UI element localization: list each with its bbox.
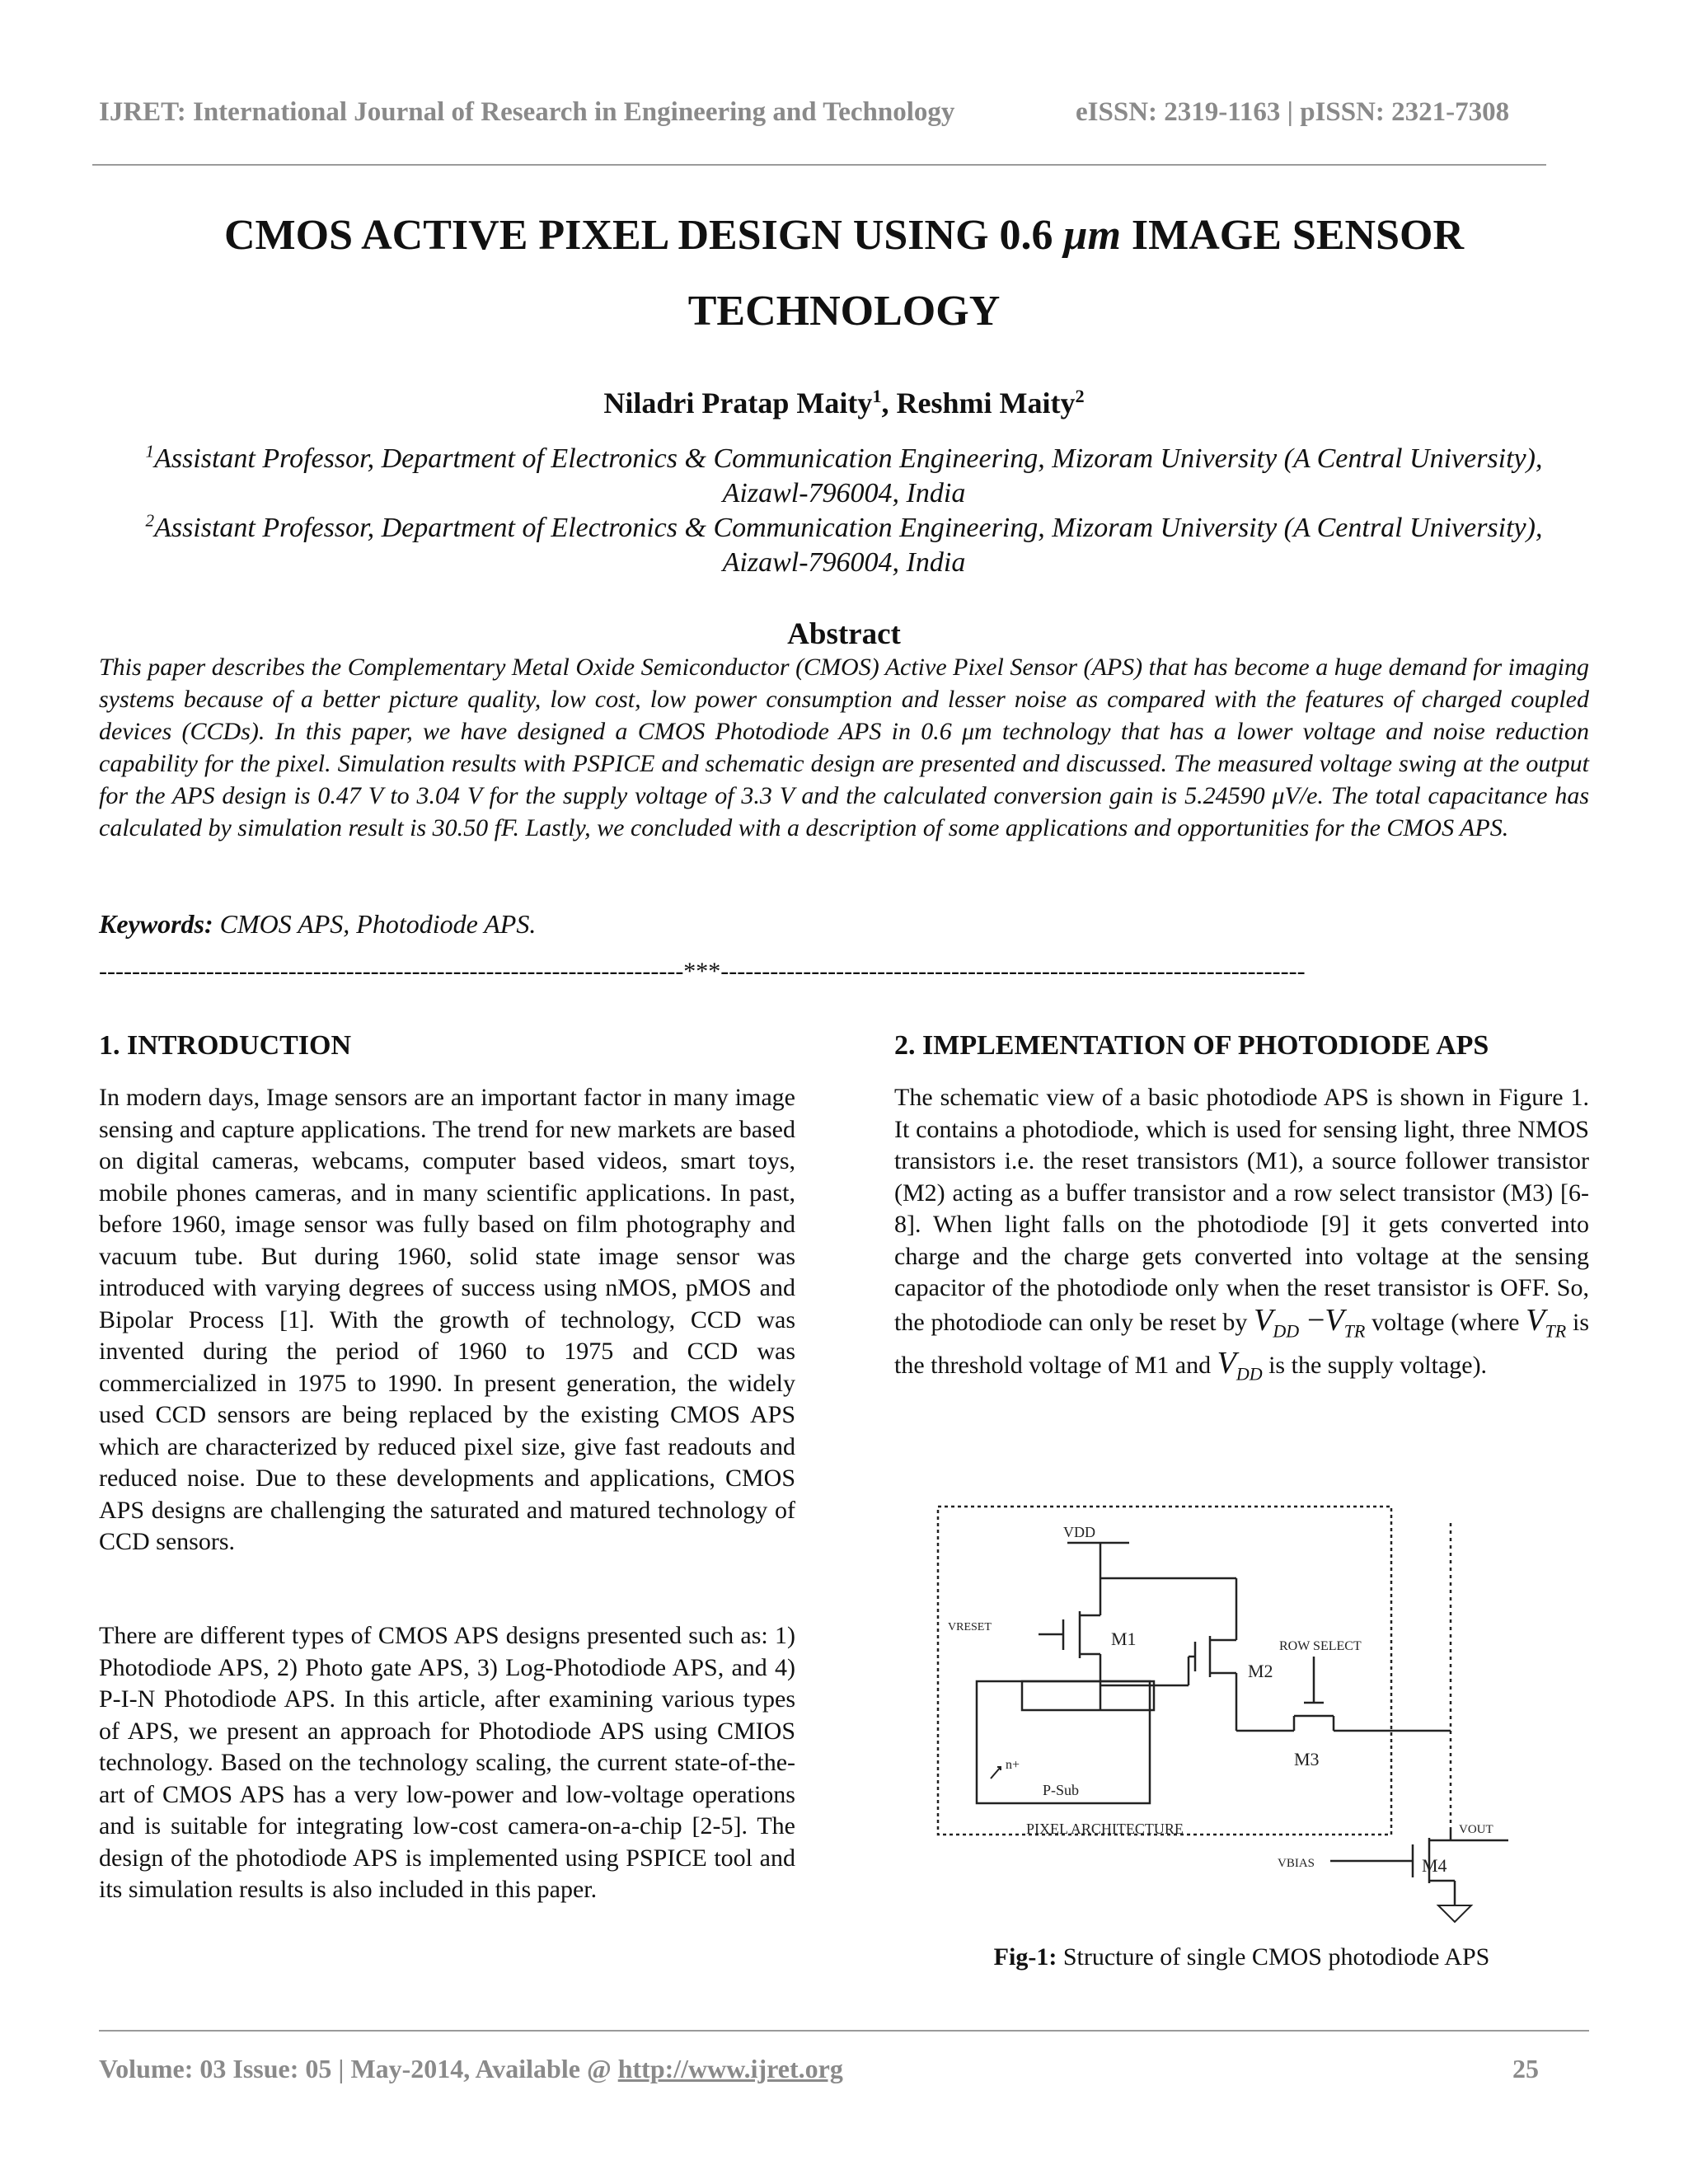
affiliation-1-mark: 1 bbox=[145, 441, 155, 462]
label-m2: M2 bbox=[1248, 1661, 1273, 1681]
caption-text: Structure of single CMOS photodiode APS bbox=[1057, 1943, 1490, 1971]
formula-vdd-minus-vtr: $V_{DD} -V_{TR}$ bbox=[1254, 1302, 1366, 1342]
symbol-vdd: $V_{DD}$ bbox=[1217, 1345, 1263, 1385]
footer bbox=[99, 2054, 843, 2084]
journal-header: IJRET: International Journal of Research in Engineering and Technology bbox=[99, 97, 955, 127]
symbol-vtr: $V_{TR}$ bbox=[1526, 1302, 1567, 1342]
label-p-sub: P-Sub bbox=[1043, 1782, 1080, 1798]
label-m3: M3 bbox=[1294, 1749, 1320, 1769]
affiliation-1-text: Assistant Professor, Department of Electronics & Communication Engineering, Mizoram University (A Central University), Aizawl-796004, India bbox=[154, 443, 1543, 509]
label-m4: M4 bbox=[1422, 1855, 1447, 1876]
author-2-mark: 2 bbox=[1075, 386, 1085, 406]
affiliation-1 bbox=[124, 442, 1564, 511]
implementation-paragraph bbox=[894, 1082, 1589, 1390]
paper-title bbox=[124, 198, 1564, 349]
impl-text-a: The schematic view of a basic photodiode APS is shown in Figure 1. It contains a photodiode, which is used for sensing light, three NMOS transistors i.e. the reset transistors (M1), a source follower transistor (M2) acting as a buffer transistor and a row select transistor (M3) [6-8]. When light falls on the photodiode [9] it gets converted into charge and the charge gets converted into voltage at the sensing capacitor of the photodiode only when the reset transistor is OFF. So, the photodiode can only be reset by bbox=[894, 1084, 1589, 1336]
header-divider bbox=[92, 164, 1546, 166]
implementation-heading: 2. IMPLEMENTATION OF PHOTODIODE APS bbox=[894, 1030, 1489, 1061]
introduction-heading: 1. INTRODUCTION bbox=[99, 1030, 352, 1061]
introduction-paragraph-1: In modern days, Image sensors are an important factor in many image sensing and capture applications. The trend for new markets are based on digital cameras, webcams, computer based videos, smart toys, mobile phones cameras, and in many scientific applications. In past, before 1960, image sensor was fully based on film photography and vacuum tube. But during 1960, solid state image sensor was introduced with varying degrees of success using nMOS, pMOS and Bipolar Process [1]. With the growth of technology, CCD was invented during the period of 1960 to 1975 and CCD was commercialized in 1975 to 1990. In present generation, the widely used CCD sensors are being replaced by the existing CMOS APS which are characterized by reduced pixel size, give fast readouts and reduced noise. Due to these developments and applications, CMOS APS designs are challenging the saturated and matured technology of CCD sensors. bbox=[99, 1084, 795, 1555]
affiliation-2-mark: 2 bbox=[145, 510, 155, 531]
page-number: 25 bbox=[1512, 2054, 1539, 2083]
journal-link[interactable]: http://www.ijret.org bbox=[617, 2054, 843, 2083]
keywords-label: Keywords: bbox=[99, 909, 213, 939]
author-2: Reshmi Maity bbox=[896, 387, 1076, 419]
affiliations bbox=[124, 442, 1564, 580]
title-line2: TECHNOLOGY bbox=[687, 288, 1001, 335]
abstract-body: This paper describes the Complementary Metal Oxide Semiconductor (CMOS) Active Pixel Sensor (APS) that has become a huge demand for imaging systems because of a better picture quality, low cost, low power consumption and lesser noise as compared with the features of charged coupled devices (CCDs). In this paper, we have designed a CMOS Photodiode APS in 0.6 μm technology that has a lower voltage and noise reduction capability for the pixel. Simulation results with PSPICE and schematic design are presented and discussed. The measured voltage swing at the output for the APS design is 0.47 V to 3.04 V for the supply voltage of 3.3 V and the calculated conversion gain is 5.24590 μV/e. The total capacitance has calculated by simulation result is 30.50 fF. Lastly, we concluded with a description of some applications and opportunities for the CMOS APS. bbox=[99, 654, 1589, 841]
label-row-select: ROW SELECT bbox=[1279, 1639, 1362, 1653]
label-vreset: VRESET bbox=[948, 1621, 992, 1633]
title-unit: μm bbox=[1063, 212, 1121, 259]
keywords bbox=[99, 909, 536, 940]
label-m1: M1 bbox=[1111, 1629, 1137, 1649]
label-vbias: VBIAS bbox=[1278, 1857, 1315, 1870]
author-separator: , bbox=[881, 387, 897, 419]
issn-header: eISSN: 2319-1163 | pISSN: 2321-7308 bbox=[1076, 97, 1510, 127]
impl-text-d: is the supply voltage). bbox=[1262, 1351, 1488, 1379]
introduction-paragraph-2: There are different types of CMOS APS designs presented such as: 1) Photodiode APS, 2) Photo gate APS, 3) Log-Photodiode APS, and 4) P-I-N Photodiode APS. In this article, after examining various types of APS, we present an approach for Photodiode APS using CMIOS technology. Based on the technology scaling, the current state-of-the-art of CMOS APS has a very low-power and low-voltage operations and is suitable for integrating low-cost camera-on-a-chip [2-5]. The design of the photodiode APS is implemented using PSPICE tool and its simulation results is also included in this paper. bbox=[99, 1622, 795, 1903]
author-1-mark: 1 bbox=[872, 386, 882, 406]
pixel-architecture-box bbox=[938, 1507, 1391, 1835]
abstract-heading: Abstract bbox=[787, 617, 901, 651]
title-line1-prefix: CMOS ACTIVE PIXEL DESIGN USING 0.6 bbox=[224, 212, 1053, 259]
impl-text-c: is the threshold voltage of M1 and bbox=[894, 1308, 1590, 1379]
footer-issue: Volume: 03 Issue: 05 | May-2014, Available @ bbox=[99, 2054, 618, 2083]
label-vdd: VDD bbox=[1063, 1524, 1095, 1540]
title-line1-suffix: IMAGE SENSOR bbox=[1131, 212, 1464, 259]
figure-caption bbox=[894, 1943, 1589, 1971]
footer-divider bbox=[99, 2030, 1589, 2032]
affiliation-2 bbox=[124, 511, 1564, 580]
keywords-text: CMOS APS, Photodiode APS. bbox=[213, 909, 537, 939]
label-vout: VOUT bbox=[1459, 1823, 1493, 1836]
section-separator: -----------------------------------------------------------------------***----------------------------------------------------------------------- bbox=[99, 958, 1306, 985]
label-pixel-architecture: PIXEL ARCHITECTURE bbox=[1026, 1821, 1184, 1837]
pixel-schematic-figure bbox=[931, 1500, 1508, 1929]
arrow-icon bbox=[991, 1767, 1001, 1779]
impl-text-b: voltage (where bbox=[1365, 1308, 1526, 1336]
caption-label: Fig-1: bbox=[993, 1943, 1057, 1971]
author-1: Niladri Pratap Maity bbox=[603, 387, 873, 419]
affiliation-2-text: Assistant Professor, Department of Electronics & Communication Engineering, Mizoram University (A Central University), Aizawl-796004, India bbox=[154, 513, 1543, 578]
ground-icon bbox=[1438, 1905, 1471, 1922]
label-n-plus: n+ bbox=[1006, 1758, 1020, 1772]
authors bbox=[124, 386, 1564, 420]
